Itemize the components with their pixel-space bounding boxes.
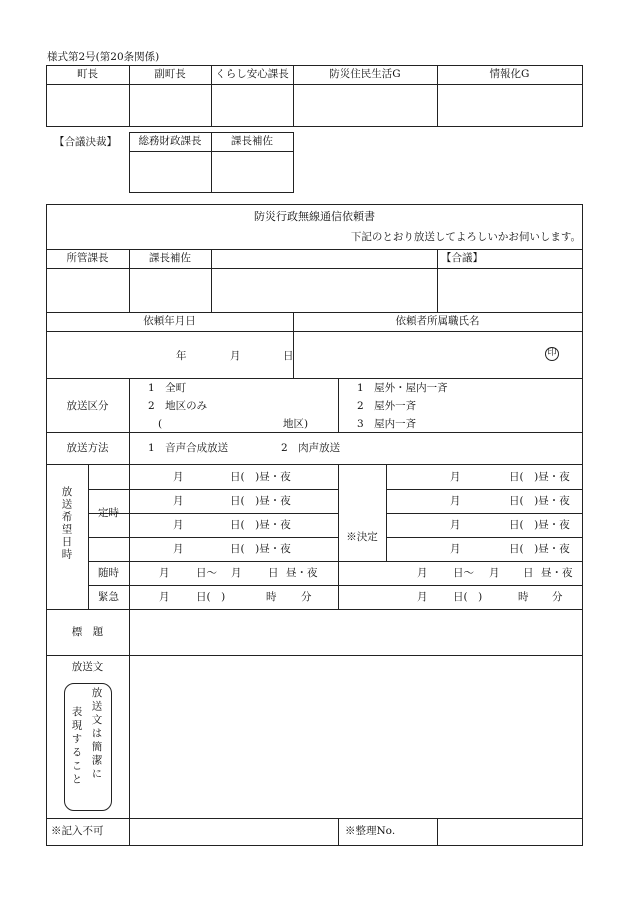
request-year-label: 年	[176, 350, 187, 362]
fixed-row2-day: 日( )昼・夜	[230, 495, 291, 507]
anytime-to-day: 日	[268, 567, 279, 579]
anytime-to-month: 月	[231, 567, 242, 579]
decided-row3-month: 月	[450, 519, 461, 531]
fixed-row1-month: 月	[173, 471, 184, 483]
approval-header-section-chief: くらし安心課長	[215, 68, 289, 80]
broadcast-method-option-synth: 1 音声合成放送	[148, 442, 229, 454]
broadcast-method-label: 放送方法	[66, 442, 109, 454]
urgent-hour: 時	[266, 591, 277, 603]
fixed-row4-month: 月	[173, 543, 184, 555]
broadcast-area-option-indoor: 3 屋内一斉	[357, 418, 417, 430]
decided-row3-day: 日( )昼・夜	[509, 519, 570, 531]
broadcast-area-option-district: 2 地区のみ	[148, 400, 208, 412]
decided-anytime-to-month: 月	[489, 567, 500, 579]
approval-mid-header-chief: 所管課長	[66, 252, 109, 264]
broadcast-text-note-line2: 表現すること	[70, 706, 83, 787]
urgent-day: 日( )	[196, 591, 226, 603]
district-paren-open: (	[158, 418, 163, 430]
broadcast-area-option-all: 1 屋外・屋内一斉	[357, 382, 448, 394]
decided-urgent-day: 日( )	[453, 591, 483, 603]
form-subtitle: 下記のとおり放送してよろしいかお伺いします。	[350, 231, 581, 243]
schedule-anytime-label: 随時	[98, 567, 119, 579]
decided-row4-month: 月	[450, 543, 461, 555]
consult-header-finance-chief: 総務財政課長	[138, 135, 202, 147]
schedule-label: 放送希望日時	[60, 486, 73, 561]
broadcast-method-option-live: 2 肉声放送	[281, 442, 341, 454]
broadcast-area-label: 放送区分	[66, 400, 109, 412]
approval-header-mayor: 町長	[77, 68, 98, 80]
schedule-decided-label: ※決定	[346, 531, 378, 543]
requester-name-header: 依頼者所属職氏名	[395, 315, 480, 327]
decided-row2-day: 日( )昼・夜	[509, 495, 570, 507]
decided-urgent-month: 月	[417, 591, 428, 603]
urgent-minute: 分	[301, 591, 312, 603]
decided-anytime-from-day: 日〜	[453, 567, 474, 579]
decided-row1-day: 日( )昼・夜	[509, 471, 570, 483]
headline-label: 標 題	[71, 626, 104, 638]
fixed-row1-day: 日( )昼・夜	[230, 471, 291, 483]
decided-anytime-from-month: 月	[417, 567, 428, 579]
broadcast-area-option-whole-town: 1 全町	[148, 382, 187, 394]
fixed-row3-day: 日( )昼・夜	[230, 519, 291, 531]
request-date-header: 依頼年月日	[143, 315, 196, 327]
anytime-from-day: 日〜	[196, 567, 217, 579]
fixed-row4-day: 日( )昼・夜	[230, 543, 291, 555]
seal-circle-icon	[545, 347, 559, 361]
approval-header-deputy-mayor: 副町長	[154, 68, 186, 80]
approval-mid-header-consult: 【合議】	[441, 252, 483, 264]
decided-urgent-hour: 時	[518, 591, 529, 603]
decided-anytime-to-day: 日	[523, 567, 534, 579]
urgent-month: 月	[159, 591, 170, 603]
broadcast-area-option-outdoor: 2 屋外一斉	[357, 400, 417, 412]
decided-row2-month: 月	[450, 495, 461, 507]
district-paren-close: 地区)	[283, 418, 309, 430]
reference-number-label: ※整理No.	[345, 825, 396, 837]
seal-label: 印	[547, 348, 557, 358]
form-number: 様式第2号(第20条関係)	[47, 51, 160, 63]
approval-header-disaster-group: 防災住民生活G	[329, 68, 401, 80]
broadcast-text-note-line1: 放送文は簡潔に	[90, 687, 103, 782]
fixed-row2-month: 月	[173, 495, 184, 507]
approval-header-info-group: 情報化G	[489, 68, 530, 80]
request-day-label: 日	[283, 350, 294, 362]
consult-header-assistant: 課長補佐	[231, 135, 273, 147]
consult-label: 【合議決裁】	[54, 136, 117, 148]
form-title: 防災行政無線通信依頼書	[254, 210, 375, 223]
decided-urgent-minute: 分	[552, 591, 563, 603]
approval-mid-header-assistant: 課長補佐	[149, 252, 191, 264]
anytime-from-month: 月	[159, 567, 170, 579]
decided-row4-day: 日( )昼・夜	[509, 543, 570, 555]
decided-anytime-day-night: 昼・夜	[541, 567, 573, 579]
not-fill-note: ※記入不可	[51, 825, 104, 837]
fixed-row3-month: 月	[173, 519, 184, 531]
request-month-label: 月	[230, 350, 241, 362]
schedule-fixed-label: 定時	[98, 507, 119, 519]
schedule-urgent-label: 緊急	[98, 591, 119, 603]
decided-row1-month: 月	[450, 471, 461, 483]
anytime-day-night: 昼・夜	[286, 567, 318, 579]
broadcast-text-label: 放送文	[71, 661, 104, 673]
